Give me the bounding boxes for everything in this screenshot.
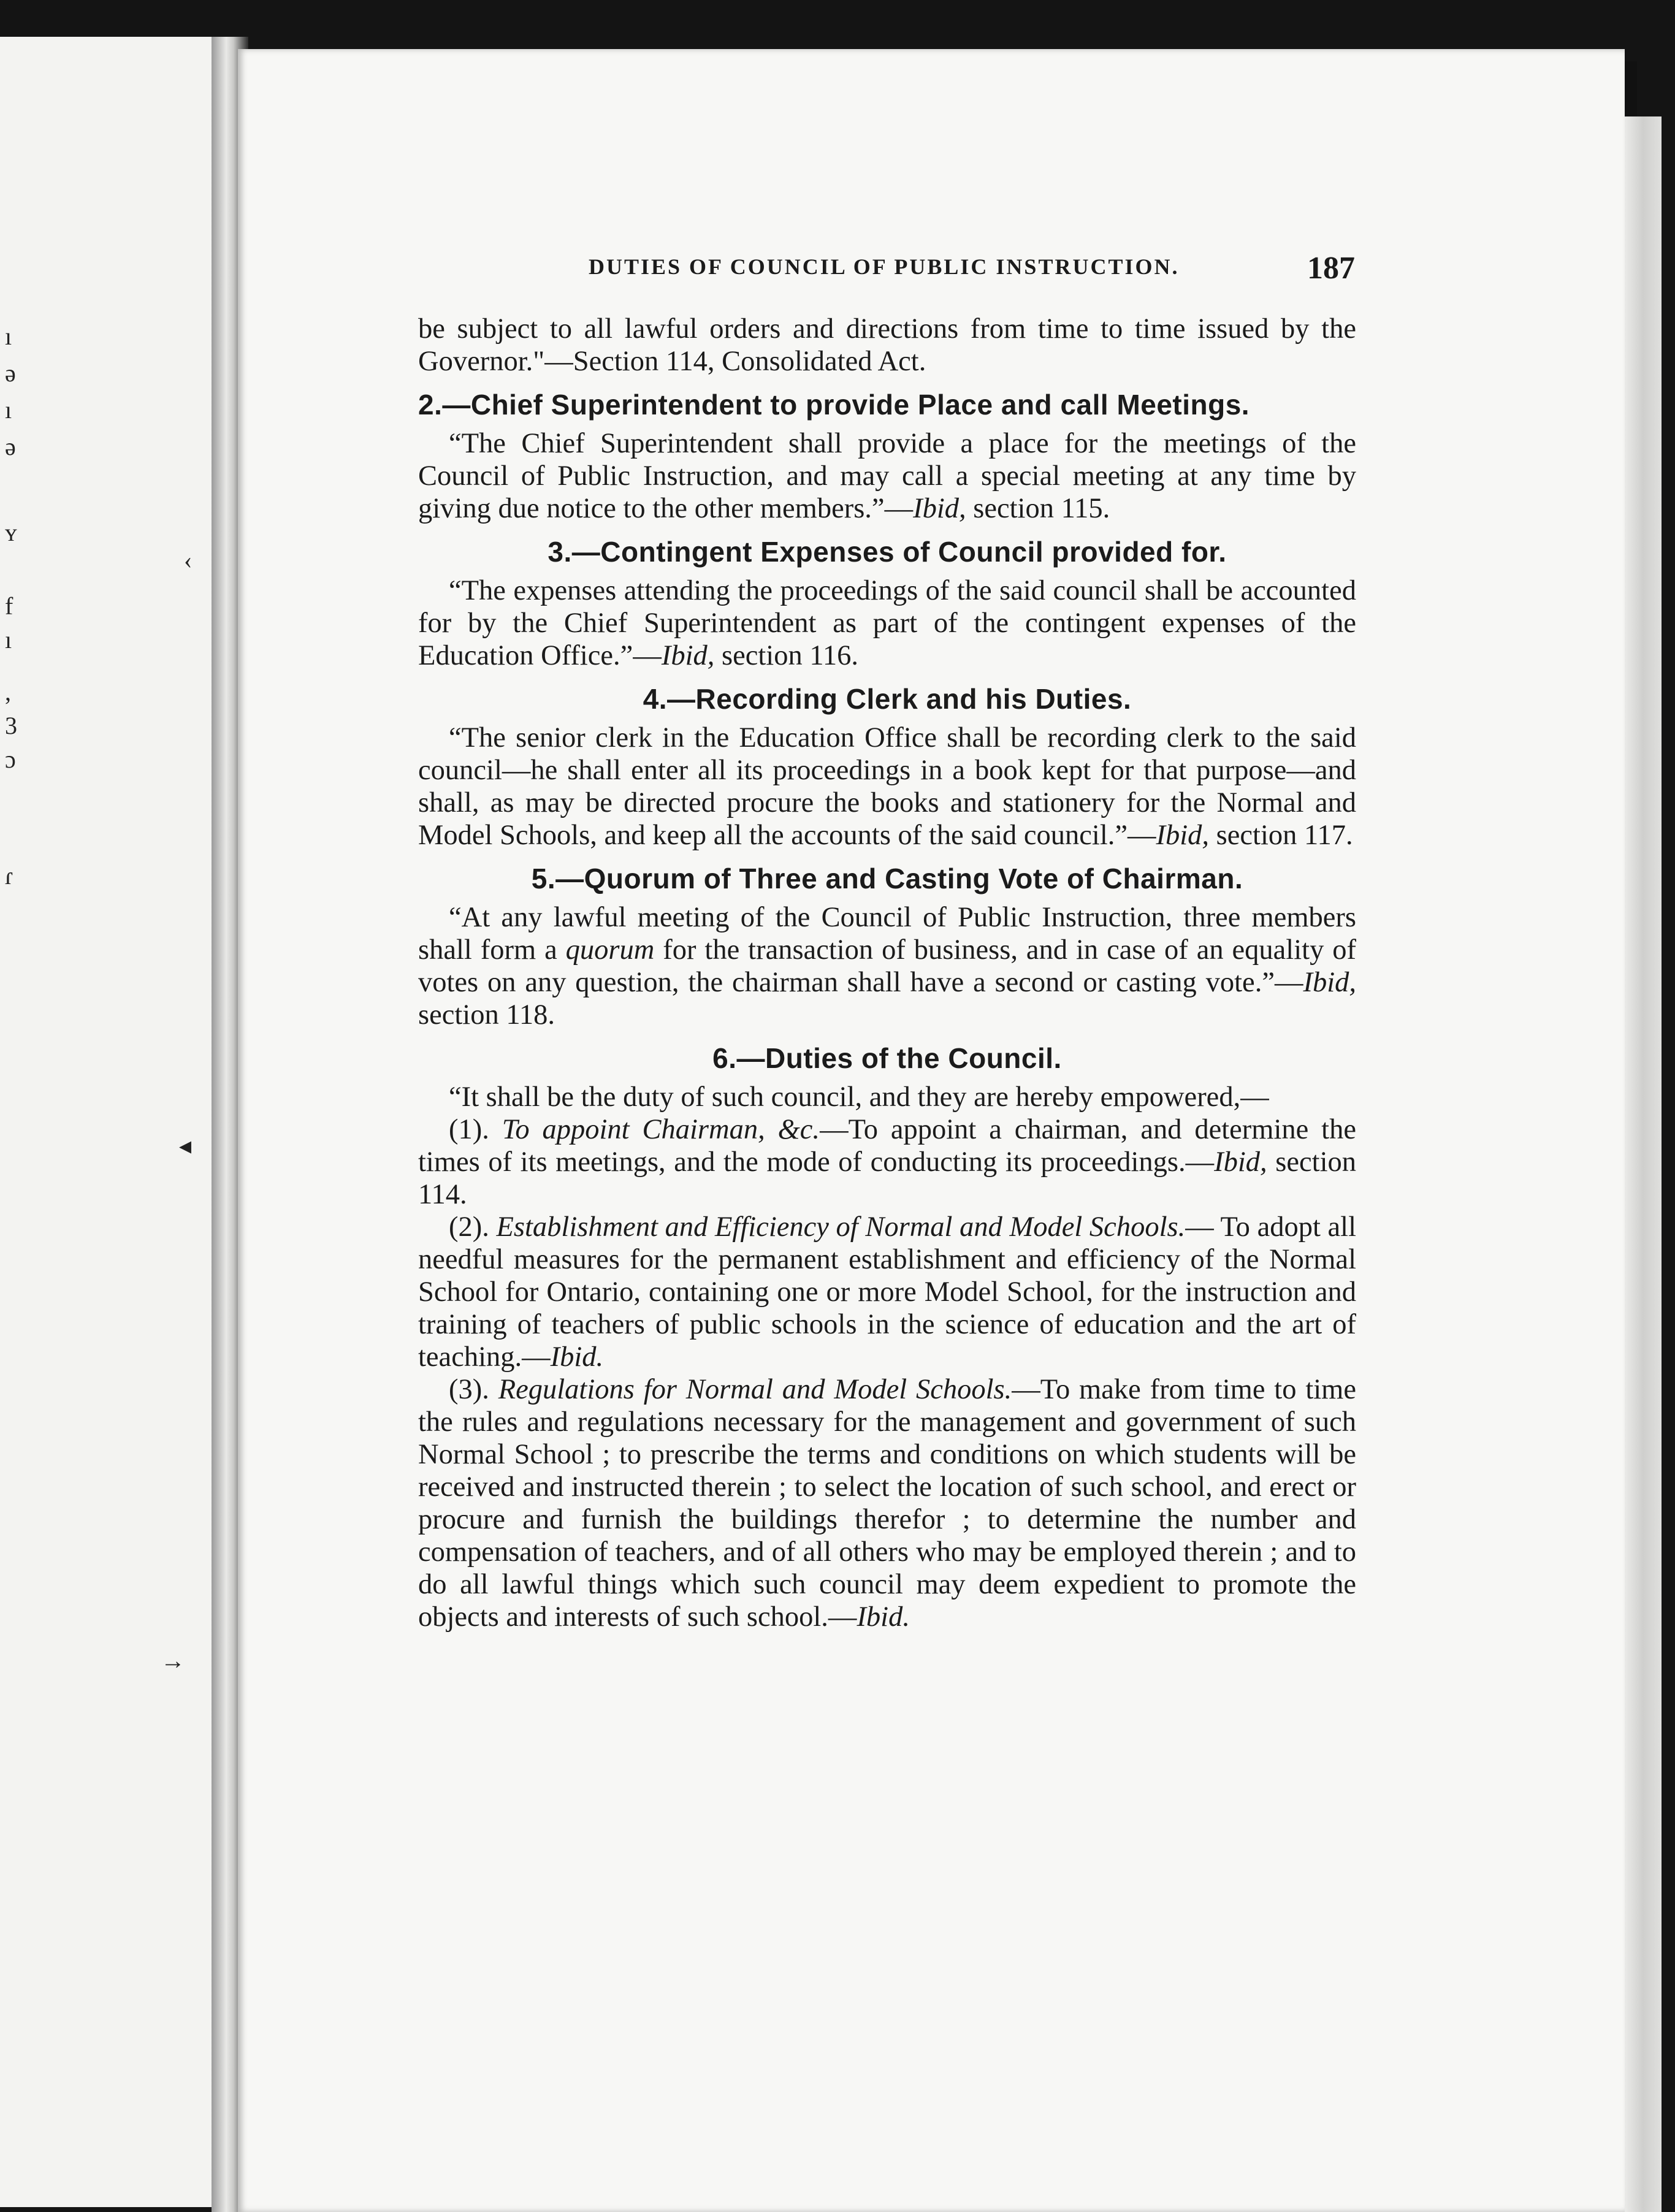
subsection-number: (1).	[449, 1114, 502, 1145]
italic-term: quorum	[565, 934, 655, 966]
citation: Ibid,	[661, 640, 715, 671]
subsection-paragraph	[418, 1211, 1356, 1373]
section-ref: section 117.	[1209, 820, 1353, 851]
paragraph-text: — To adopt all needful measures for the permanent establishment and efficiency of the Normal School for Ontario, containing one or more Model School, for the instruction and training of teachers of public schools in the science of education and the art of teaching.—	[418, 1211, 1356, 1373]
subsection-number: (2).	[449, 1211, 497, 1243]
section-paragraph	[418, 901, 1356, 1031]
margin-fragment: ı	[5, 396, 12, 424]
paragraph-text: “At any lawful meeting of the Council of Public Instruction, three members shall form a	[418, 902, 1356, 966]
citation: Ibid,	[913, 493, 966, 524]
margin-fragment: ə	[5, 433, 16, 460]
page-number: 187	[1307, 251, 1355, 286]
section-heading: 3.—Contingent Expenses of Council provided for.	[548, 536, 1227, 568]
section-ref: section 114.	[418, 1146, 1356, 1210]
paragraph-text: for the transaction of business, and in case of an equality of votes on any question, the chairman shall have a second or casting vote.”—	[418, 934, 1356, 998]
margin-fragment: ʏ	[5, 519, 17, 546]
subsection-number: (3).	[449, 1374, 498, 1405]
subsection-title: To appoint Chairman, &c.	[502, 1114, 820, 1145]
paragraph-text: —To make from time to time the rules and regulations necessary for the management and government of such Normal School ; to prescribe the terms and conditions on which students will be received and instructed therein ; to select the location of such school, and erect or procure and furnish the buildings therefor ; to determine the number and compensation of teachers, and of all others who may be employed therein ; and to do all lawful things which such council may deem expedient to promote the objects and interests of such school.—	[418, 1374, 1356, 1633]
margin-fragment: ı	[5, 626, 12, 654]
section-ref: section 118.	[418, 999, 555, 1031]
margin-fragment: ı	[5, 322, 12, 350]
margin-fragment: ,	[5, 678, 11, 706]
section-paragraph: “It shall be the duty of such council, and they are hereby empowered,—	[449, 1081, 1269, 1113]
page-stack-edge	[1625, 116, 1662, 2212]
page-body	[418, 313, 1356, 1633]
section-ref: section 116.	[714, 640, 858, 671]
subsection-title: Regulations for Normal and Model Schools.	[498, 1374, 1012, 1405]
margin-fragment: ɾ	[5, 862, 13, 890]
running-head: DUTIES OF COUNCIL OF PUBLIC INSTRUCTION.	[589, 254, 1180, 279]
citation: Ibid,	[1156, 820, 1210, 851]
margin-fragment: 3	[5, 712, 17, 739]
margin-fragment: ɔ	[5, 746, 16, 773]
intro-paragraph: be subject to all lawful orders and directions from time to time issued by the Governor."—Section 114, Consolidated Act.	[418, 313, 1356, 377]
paragraph-text: “The senior clerk in the Education Office shall be recording clerk to the said council—he shall enter all its proceedings in a book kept for that purpose—and shall, as may be directed procure the books and stationery for the Normal and Model Schools, and keep all the accounts of the said council.”—	[418, 722, 1356, 851]
section-paragraph	[418, 574, 1356, 672]
subsection-paragraph	[418, 1113, 1356, 1211]
margin-arrow-icon: ‹	[184, 546, 193, 574]
paragraph-text: —To appoint a chairman, and determine the times of its meetings, and the mode of conducting its proceedings.—	[418, 1114, 1356, 1178]
subsection-paragraph	[418, 1373, 1356, 1633]
citation: Ibid.	[550, 1341, 604, 1373]
paragraph-text: “The expenses attending the proceedings of the said council shall be accounted for by the Chief Superintendent as part of the contingent expenses of the Education Office.”—	[418, 575, 1356, 671]
margin-fragment: ə	[5, 359, 16, 387]
paragraph-text: “The Chief Superintendent shall provide a place for the meetings of the Council of Public Instruction, and may call a special meeting at any time by giving due notice to the other members.”—	[418, 428, 1356, 524]
subsection-title: Establishment and Efficiency of Normal and Model Schools.	[496, 1211, 1186, 1243]
page-header	[589, 250, 1355, 293]
left-facing-page	[0, 37, 227, 2207]
section-heading: 6.—Duties of the Council.	[712, 1042, 1062, 1074]
section-heading: 4.—Recording Clerk and his Duties.	[643, 683, 1132, 715]
section-paragraph	[418, 427, 1356, 525]
margin-fragment: f	[5, 592, 13, 620]
margin-arrow-icon: →	[161, 1647, 185, 1674]
section-ref: section 115.	[966, 493, 1110, 524]
margin-arrow-icon: ◂	[179, 1132, 192, 1159]
citation: Ibid.	[857, 1601, 910, 1633]
section-paragraph	[418, 722, 1356, 852]
citation: Ibid,	[1303, 967, 1356, 998]
citation: Ibid,	[1214, 1146, 1267, 1178]
section-heading: 5.—Quorum of Three and Casting Vote of Chairman.	[531, 863, 1243, 894]
section-heading: 2.—Chief Superintendent to provide Place and call Meetings.	[418, 389, 1250, 421]
